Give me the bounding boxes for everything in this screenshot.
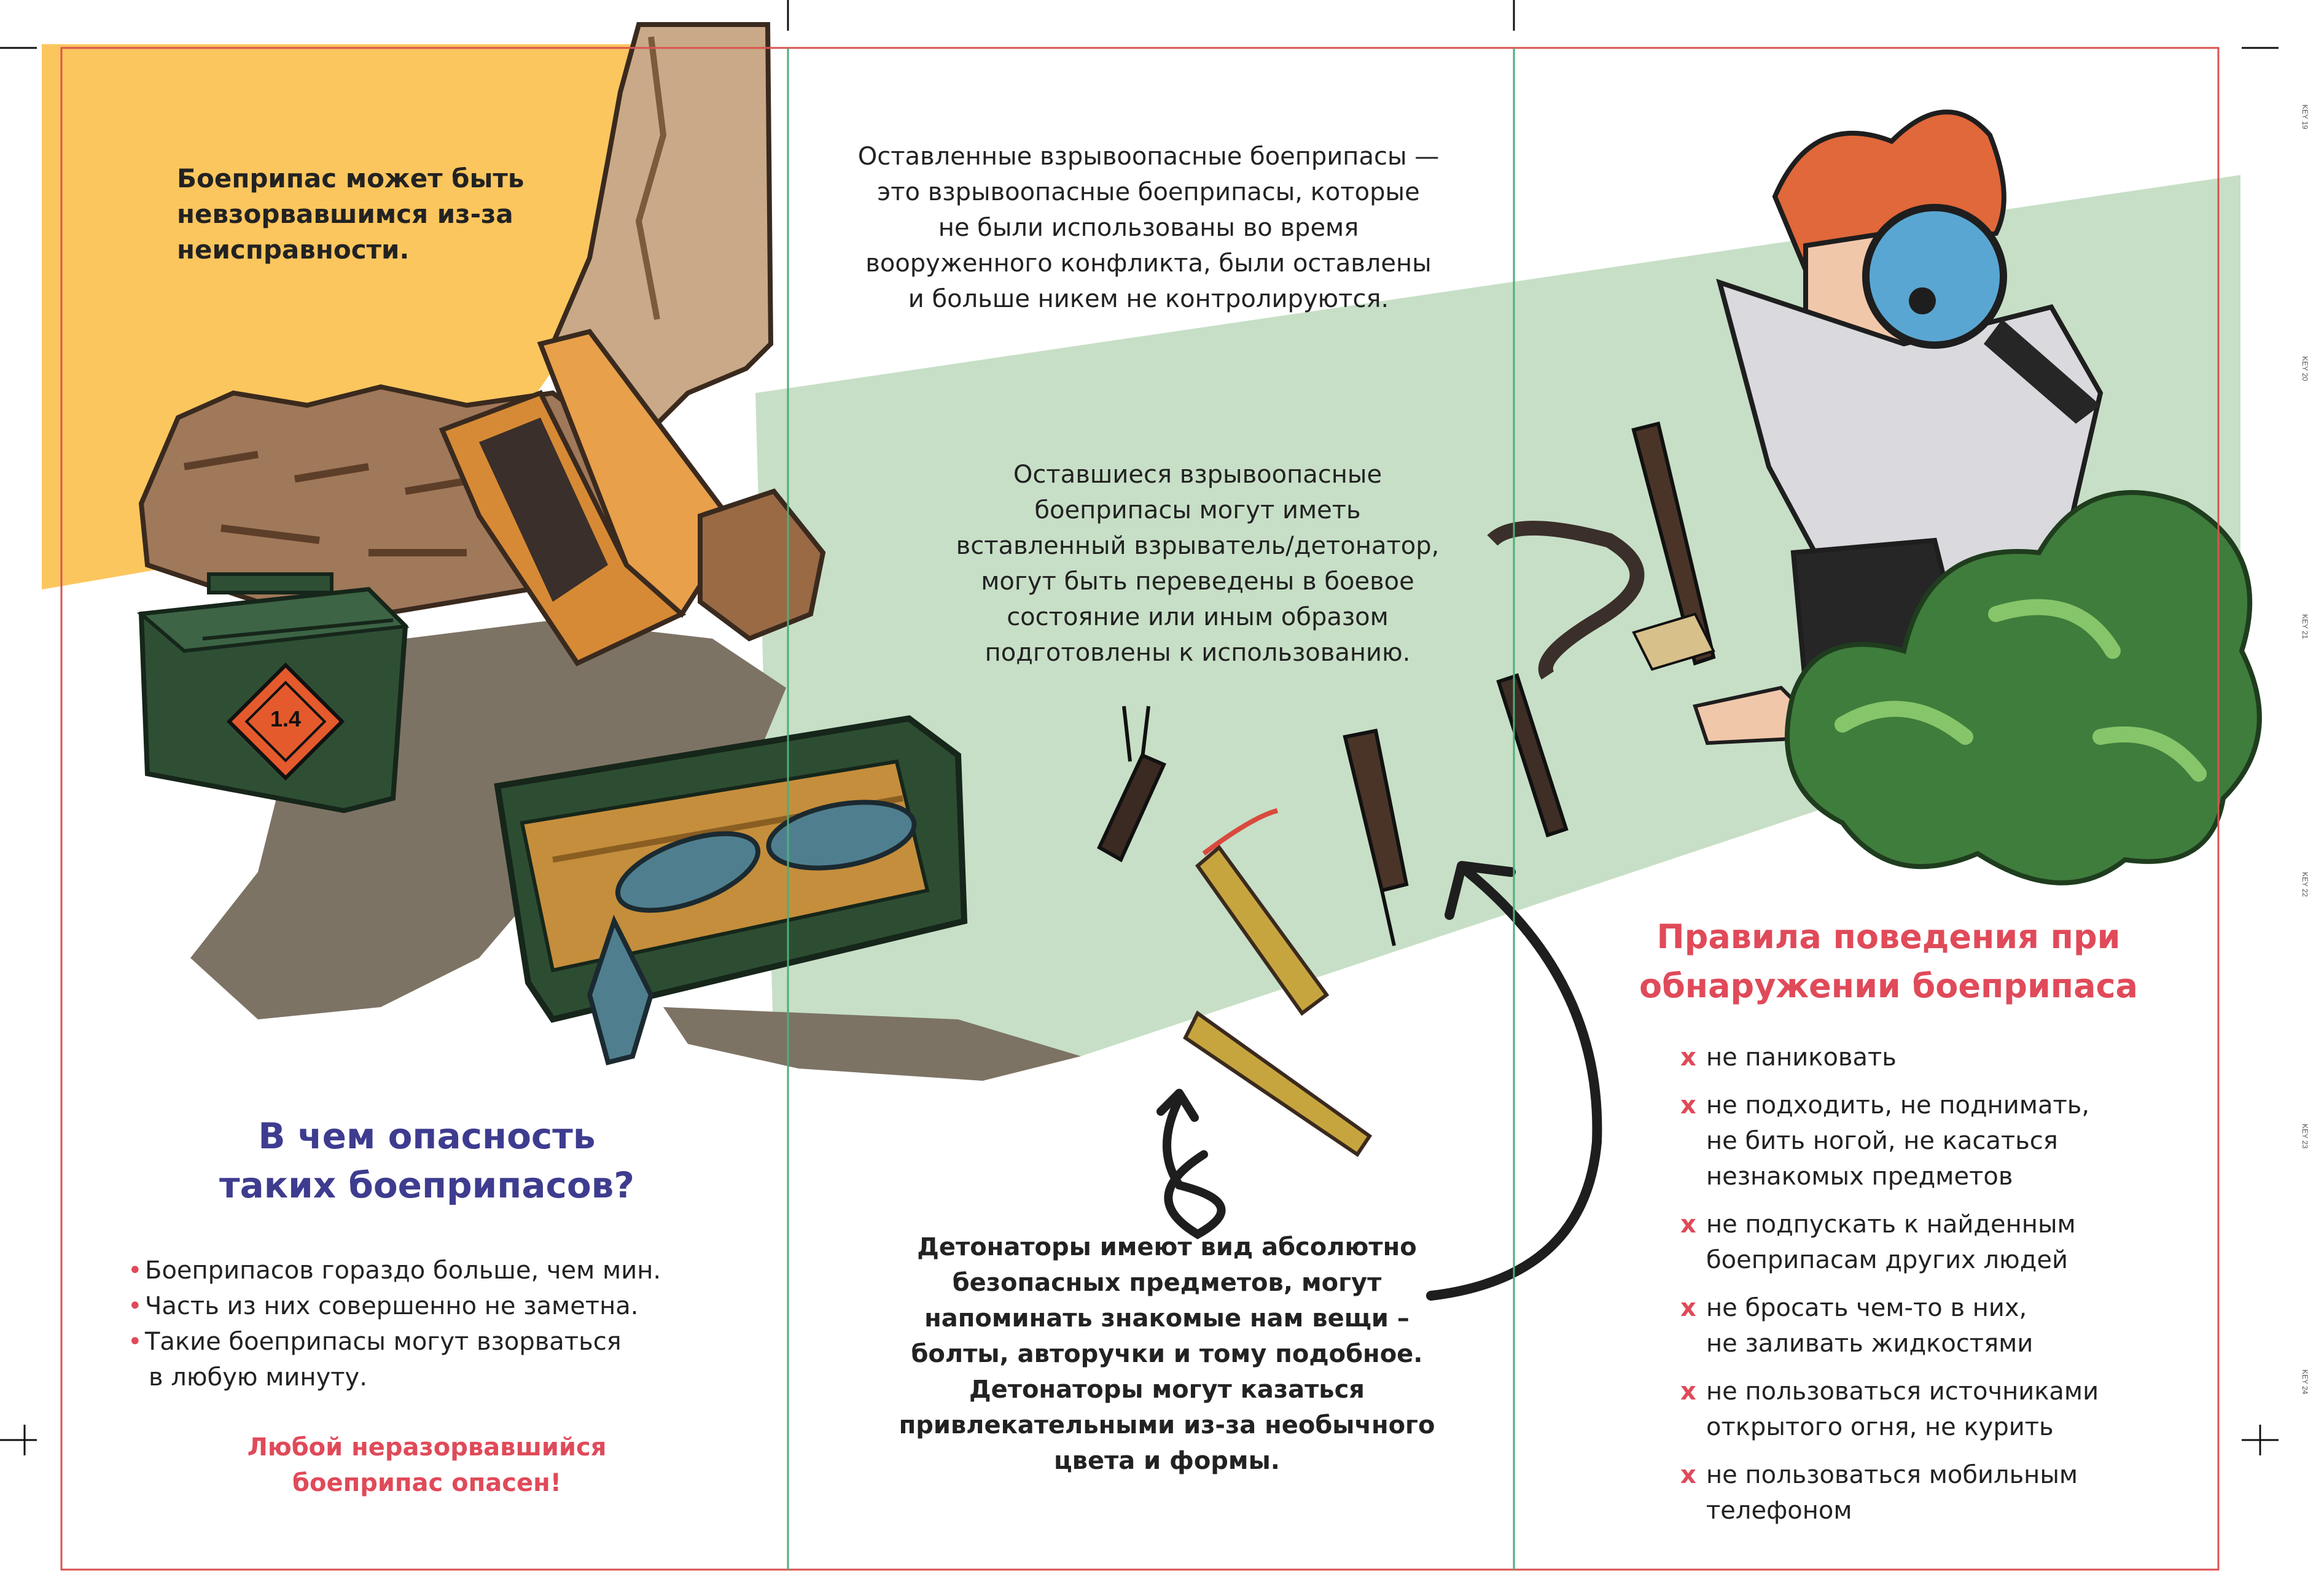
- remaining-line: вставленный взрыватель/детонатор,: [956, 532, 1440, 560]
- definition-text: [817, 139, 1480, 317]
- rule-item: [1680, 1374, 2099, 1445]
- remaining-ammo-text: [921, 457, 1474, 671]
- rule-item: [1680, 1290, 2099, 1361]
- danger-heading-line: В чем опасность: [258, 1115, 596, 1157]
- hazard-label: 1.4: [270, 706, 302, 731]
- key-label: KEY 22: [2301, 872, 2309, 897]
- rule-item: [1680, 1088, 2099, 1194]
- detonator-line: болты, авторучки и тому подобное.: [911, 1340, 1423, 1368]
- cross-icon: x: [1680, 1043, 1696, 1072]
- rule-text: не бить ногой, не касаться: [1706, 1127, 2058, 1155]
- rule-text: не подходить, не поднимать,: [1706, 1091, 2090, 1119]
- rules-heading-line: обнаружении боеприпаса: [1639, 967, 2138, 1005]
- rule-item: [1680, 1040, 2099, 1075]
- warning-line: боеприпас опасен!: [292, 1469, 561, 1497]
- detonator-line: Детонаторы имеют вид абсолютно: [917, 1233, 1417, 1261]
- key-label: KEY 19: [2301, 104, 2309, 130]
- rule-text: незнакомых предметов: [1706, 1162, 2013, 1191]
- rule-text: открытого огня, не курить: [1706, 1413, 2054, 1441]
- rule-text: не бросать чем-то в них,: [1706, 1294, 2027, 1322]
- danger-heading: [141, 1111, 712, 1210]
- key-label: KEY 20: [2301, 356, 2309, 381]
- detonator-line: безопасных предметов, могут: [952, 1269, 1382, 1297]
- definition-line: вооруженного конфликта, были оставлены: [865, 249, 1432, 278]
- rule-text: не паниковать: [1706, 1043, 1897, 1072]
- danger-bullet-item: [128, 1324, 661, 1395]
- intro-line: Боеприпас может быть: [177, 163, 524, 193]
- key-label: KEY 23: [2301, 1124, 2309, 1149]
- print-key-labels: [2301, 104, 2322, 1455]
- key-label: KEY 24: [2301, 1369, 2309, 1395]
- cross-icon: x: [1680, 1294, 1696, 1322]
- detonator-line: цвета и формы.: [1053, 1447, 1280, 1475]
- warning-text: [203, 1430, 651, 1501]
- rule-text: не заливать жидкостями: [1706, 1329, 2033, 1358]
- rule-text: не пользоваться мобильным: [1706, 1461, 2078, 1489]
- bullet-text: Такие боеприпасы могут взорваться: [145, 1328, 622, 1356]
- rule-item: [1680, 1207, 2099, 1278]
- danger-heading-line: таких боеприпасов?: [219, 1164, 635, 1206]
- cross-icon: x: [1680, 1461, 1696, 1489]
- definition-line: Оставленные взрывоопасные боеприпасы —: [857, 142, 1440, 171]
- detonator-line: напоминать знакомые нам вещи –: [924, 1304, 1410, 1333]
- rule-item: [1680, 1457, 2099, 1528]
- cross-icon: x: [1680, 1210, 1696, 1239]
- rules-heading-line: Правила поведения при: [1656, 917, 2121, 956]
- definition-line: и больше никем не контролируются.: [908, 285, 1389, 313]
- intro-line: невзорвавшимся из-за: [177, 199, 513, 229]
- danger-bullet-item: [128, 1288, 661, 1324]
- rule-text: боеприпасам других людей: [1706, 1246, 2068, 1274]
- bullet-text: Часть из них совершенно не заметна.: [145, 1292, 639, 1320]
- definition-line: не были использованы во время: [938, 214, 1359, 242]
- danger-bullet-list: [128, 1253, 661, 1395]
- rule-text: телефоном: [1706, 1497, 1852, 1525]
- remaining-line: состояние или иным образом: [1007, 603, 1389, 631]
- cross-icon: x: [1680, 1091, 1696, 1119]
- bullet-dot-icon: •: [128, 1292, 142, 1320]
- remaining-line: подготовлены к использованию.: [985, 639, 1411, 667]
- bullet-text: Боеприпасов гораздо больше, чем мин.: [145, 1256, 661, 1285]
- remaining-line: могут быть переведены в боевое: [981, 567, 1414, 596]
- bullet-text: в любую минуту.: [149, 1363, 367, 1392]
- detonator-text: [860, 1229, 1474, 1479]
- definition-line: это взрывоопасные боеприпасы, которые: [877, 178, 1420, 206]
- key-label: KEY 21: [2301, 614, 2309, 639]
- remaining-line: боеприпасы могут иметь: [1034, 496, 1361, 524]
- bullet-dot-icon: •: [128, 1256, 142, 1285]
- intro-line: неисправности.: [177, 235, 410, 265]
- warning-line: Любой неразорвавшийся: [247, 1433, 607, 1462]
- bullet-dot-icon: •: [128, 1328, 142, 1356]
- rules-heading: [1572, 913, 2205, 1011]
- danger-bullet-item: [128, 1253, 661, 1288]
- cross-icon: x: [1680, 1377, 1696, 1406]
- detonator-line: Детонаторы могут казаться: [969, 1376, 1365, 1404]
- intro-text: [177, 161, 524, 268]
- rule-text: не подпускать к найденным: [1706, 1210, 2076, 1239]
- detonator-line: привлекательными из-за необычного: [899, 1411, 1435, 1439]
- rules-list: [1680, 1040, 2099, 1541]
- remaining-line: Оставшиеся взрывоопасные: [1013, 461, 1382, 489]
- rule-text: не пользоваться источниками: [1706, 1377, 2099, 1406]
